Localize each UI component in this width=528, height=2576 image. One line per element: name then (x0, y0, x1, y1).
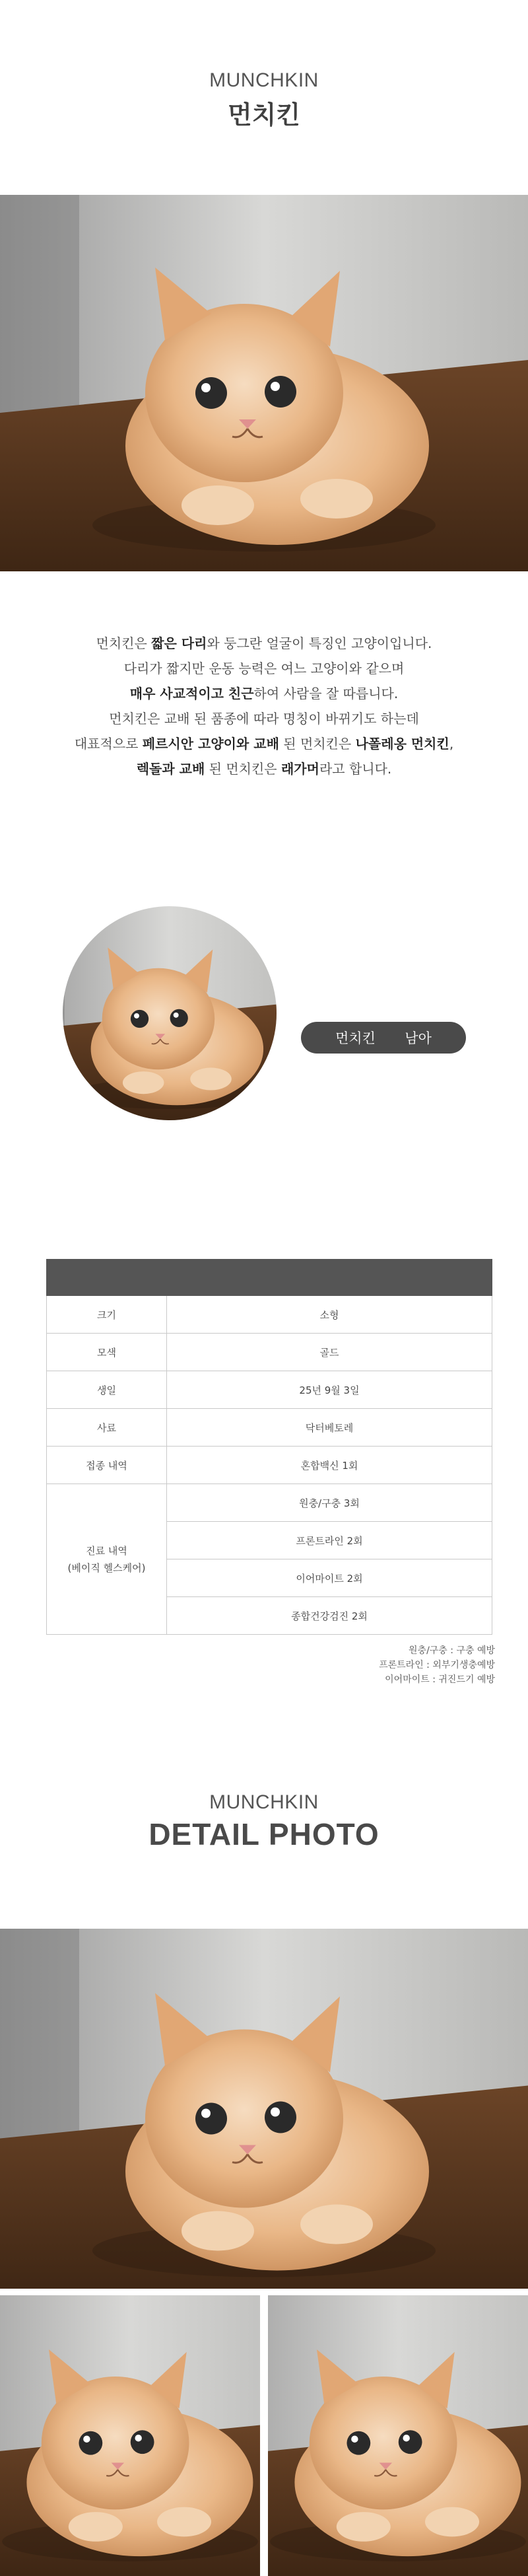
detail-photo-left (0, 2295, 260, 2576)
table-row (47, 1447, 492, 1484)
intro-line (0, 756, 528, 781)
intro-emphasis: 나폴레옹 먼치킨 (355, 736, 449, 752)
header (0, 69, 528, 131)
intro-line (0, 681, 528, 706)
intro-emphasis: 래가머 (280, 761, 319, 777)
intro-segment: 먼치킨은 (96, 635, 152, 651)
table-header-row (47, 1260, 492, 1296)
row-label: 접종 내역 (47, 1447, 167, 1484)
intro-line (0, 631, 528, 656)
intro-segment: 먼치킨은 교배 된 품종에 따라 명칭이 바뀌기도 하는데 (109, 711, 419, 727)
legend-line: 이어마이트 : 귀진드기 예방 (385, 1674, 495, 1685)
row-value: 혼합백신 1회 (167, 1447, 492, 1484)
row-label: 사료 (47, 1409, 167, 1447)
care-label-line1: 진료 내역 (86, 1544, 127, 1557)
profile-kitten-photo (63, 906, 277, 1120)
row-label: 크기 (47, 1296, 167, 1334)
detail-header (0, 1791, 528, 1852)
intro-segment: , (449, 736, 454, 752)
brand-en-title: MUNCHKIN (209, 69, 319, 91)
intro-text (0, 631, 528, 781)
care-item: 원충/구충 3회 (167, 1484, 492, 1522)
gender-label: 남아 (405, 1030, 432, 1046)
intro-segment: 다리가 짧지만 운동 능력은 여느 고양이와 같으며 (123, 661, 405, 676)
hero-kitten-photo (0, 195, 528, 571)
intro-emphasis: 매우 사교적이고 친근 (129, 686, 254, 701)
brand-ko-title: 먼치킨 (227, 100, 301, 129)
row-value: 골드 (167, 1334, 492, 1371)
intro-segment: 된 먼치킨은 (279, 736, 356, 752)
intro-segment: 된 먼치킨은 (205, 761, 281, 777)
care-item: 이어마이트 2회 (167, 1559, 492, 1597)
intro-emphasis: 렉돌과 교배 (136, 761, 205, 777)
intro-segment: 대표적으로 (74, 736, 143, 752)
intro-segment: 라고 합니다. (319, 761, 392, 777)
info-table (46, 1259, 492, 1635)
legend-line: 프론트라인 : 외부기생충예방 (379, 1660, 495, 1670)
intro-line (0, 706, 528, 731)
intro-emphasis: 짧은 다리 (151, 635, 207, 651)
breed-label: 먼치킨 (335, 1030, 376, 1046)
row-value: 소형 (167, 1296, 492, 1334)
care-label-line2: (베이직 헬스케어) (67, 1561, 146, 1574)
name-pill (301, 1022, 466, 1054)
detail-photo-large (0, 1929, 528, 2289)
detail-photo-right (268, 2295, 528, 2576)
care-row (47, 1484, 492, 1522)
care-label (47, 1484, 167, 1635)
care-item: 종합건강검진 2회 (167, 1597, 492, 1635)
row-label: 생일 (47, 1371, 167, 1409)
table-row (47, 1334, 492, 1371)
intro-segment: 하여 사람을 잘 따릅니다. (253, 686, 399, 701)
intro-emphasis: 페르시안 고양이와 교배 (142, 736, 279, 752)
table-row (47, 1371, 492, 1409)
intro-line (0, 731, 528, 756)
intro-segment: 와 둥그란 얼굴이 특징인 고양이입니다. (207, 635, 432, 651)
table-row (47, 1296, 492, 1334)
row-value: 닥터베토레 (167, 1409, 492, 1447)
legend-line: 원충/구충 : 구충 예방 (409, 1645, 495, 1656)
row-label: 모색 (47, 1334, 167, 1371)
care-legend (379, 1643, 495, 1687)
care-item: 프론트라인 2회 (167, 1522, 492, 1559)
table-row (47, 1409, 492, 1447)
intro-line (0, 656, 528, 681)
detail-brand-en: MUNCHKIN (209, 1791, 319, 1813)
row-value: 25년 9월 3일 (167, 1371, 492, 1409)
detail-title: DETAIL PHOTO (148, 1817, 380, 1851)
